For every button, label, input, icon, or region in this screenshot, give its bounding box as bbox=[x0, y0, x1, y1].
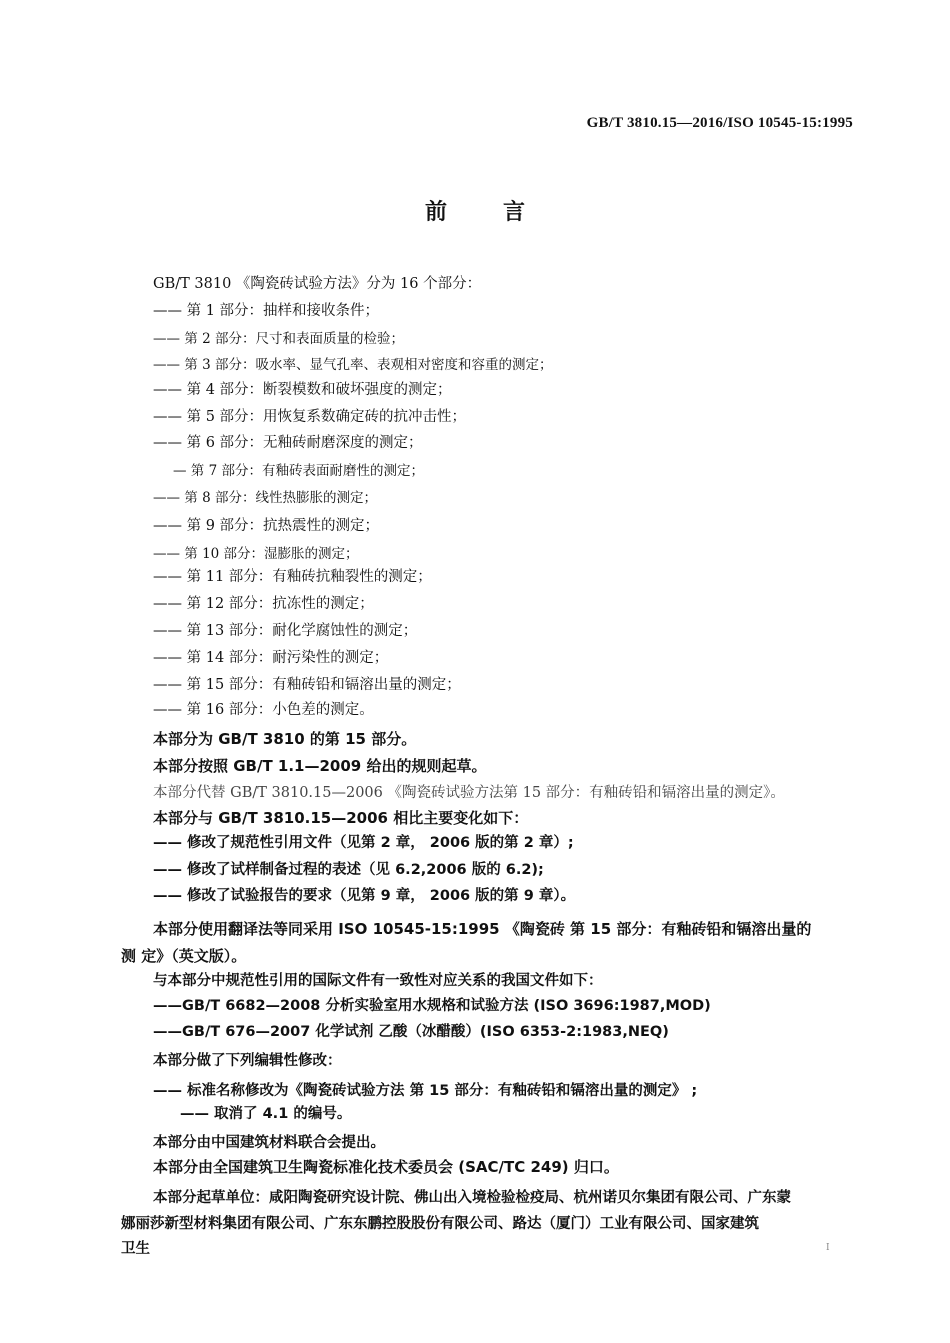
page-title: 前言 bbox=[424, 200, 581, 225]
reference-item: ——GB/T 676—2007 化学试剂 乙酸（冰醋酸）(ISO 6353-2:1983,NEQ) bbox=[153, 1024, 669, 1040]
paragraph: 本部分由中国建筑材料联合会提出。 bbox=[153, 1135, 385, 1151]
standard-code: GB/T 3810.15—2016/ISO 10545-15:1995 bbox=[586, 115, 853, 131]
part-item: —— 第 12 部分：抗冻性的测定； bbox=[153, 596, 374, 612]
part-item: —— 第 6 部分：无釉砖耐磨深度的测定； bbox=[153, 435, 423, 451]
part-item: —— 第 5 部分：用恢复系数确定砖的抗冲击性； bbox=[153, 409, 467, 425]
reference-item: ——GB/T 6682—2008 分析实验室用水规格和试验方法 (ISO 3696:1987,MOD) bbox=[153, 998, 711, 1014]
part-item: —— 第 15 部分：有釉砖铅和镉溶出量的测定； bbox=[153, 677, 461, 693]
part-item: —— 第 10 部分：湿膨胀的测定； bbox=[153, 546, 359, 562]
change-item: —— 修改了规范性引用文件（见第 2 章， 2006 版的第 2 章）; bbox=[153, 835, 574, 851]
paragraph: 本部分为 GB/T 3810 的第 15 部分。 bbox=[153, 730, 417, 748]
paragraph: 本部分起草单位：咸阳陶瓷研究设计院、佛山出入境检验检疫局、杭州诺贝尔集团有限公司、广东蒙 bbox=[153, 1190, 791, 1206]
part-item: —— 第 16 部分：小色差的测定。 bbox=[153, 702, 374, 718]
part-item: — 第 7 部分：有釉砖表面耐磨性的测定； bbox=[173, 463, 424, 479]
paragraph: 与本部分中规范性引用的国际文件有一致性对应关系的我国文件如下： bbox=[153, 973, 603, 989]
part-item: —— 第 2 部分：尺寸和表面质量的检验； bbox=[153, 331, 404, 347]
intro-text: GB/T 3810 《陶瓷砖试验方法》分为 16 个部分： bbox=[153, 276, 482, 292]
change-item: —— 修改了试验报告的要求（见第 9 章， 2006 版的第 9 章）。 bbox=[153, 888, 576, 904]
edit-item: —— 取消了 4.1 的编号。 bbox=[180, 1106, 352, 1122]
part-item: —— 第 1 部分：抽样和接收条件； bbox=[153, 303, 380, 319]
part-item: —— 第 9 部分：抗热震性的测定； bbox=[153, 518, 380, 534]
paragraph: 本部分按照 GB/T 1.1—2009 给出的规则起草。 bbox=[153, 757, 487, 775]
paragraph: 本部分与 GB/T 3810.15—2006 相比主要变化如下： bbox=[153, 809, 529, 827]
paragraph: 本部分代替 GB/T 3810.15—2006 《陶瓷砖试验方法第 15 部分：有釉砖铅和镉溶出量的测定》。 bbox=[153, 785, 785, 801]
page-number: I bbox=[826, 1243, 830, 1253]
change-item: —— 修改了试样制备过程的表述（见 6.2,2006 版的 6.2); bbox=[153, 862, 544, 878]
part-item: —— 第 8 部分：线性热膨胀的测定； bbox=[153, 490, 377, 506]
paragraph: 娜丽莎新型材料集团有限公司、广东东鹏控股股份有限公司、路达（厦门）工业有限公司、国家建筑 bbox=[121, 1216, 759, 1232]
paragraph: 本部分做了下列编辑性修改： bbox=[153, 1053, 342, 1069]
paragraph: 卫生 bbox=[121, 1241, 150, 1257]
paragraph: 本部分由全国建筑卫生陶瓷标准化技术委员会 (SAC/TC 249) 归口。 bbox=[153, 1158, 619, 1176]
part-item: —— 第 4 部分：断裂模数和破坏强度的测定； bbox=[153, 382, 452, 398]
paragraph: 本部分使用翻译法等同采用 ISO 10545-15:1995 《陶瓷砖 第 15 部分：有釉砖铅和镉溶出量的 bbox=[153, 920, 812, 938]
part-item: —— 第 11 部分：有釉砖抗釉裂性的测定； bbox=[153, 569, 432, 585]
paragraph: 测 定》（英文版）。 bbox=[121, 947, 247, 965]
part-item: —— 第 13 部分：耐化学腐蚀性的测定； bbox=[153, 623, 418, 639]
part-item: —— 第 3 部分：吸水率、显气孔率、表观相对密度和容重的测定； bbox=[153, 357, 553, 373]
edit-item: —— 标准名称修改为《陶瓷砖试验方法 第 15 部分：有釉砖铅和镉溶出量的测定》 ; bbox=[153, 1083, 698, 1099]
part-item: —— 第 14 部分：耐污染性的测定； bbox=[153, 650, 389, 666]
